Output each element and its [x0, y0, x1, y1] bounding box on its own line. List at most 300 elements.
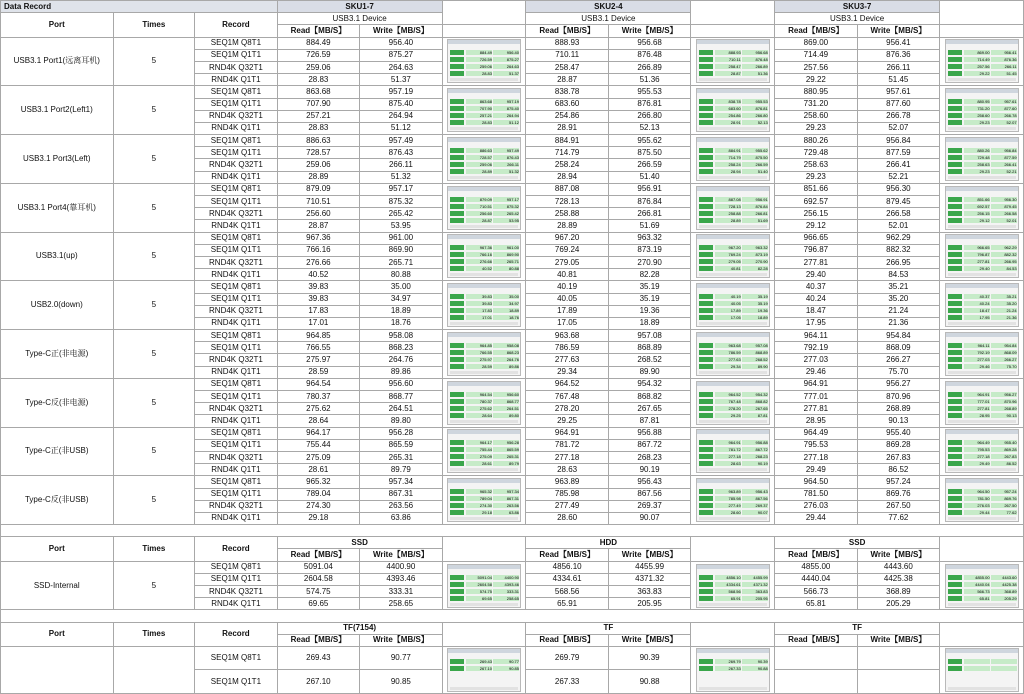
read-value: 276.66	[277, 256, 359, 268]
record-name: SEQ1M Q8T1	[195, 561, 277, 573]
read-value: 258.47	[526, 61, 608, 73]
screenshot-column-blank	[691, 1, 775, 25]
write-value: 52.07	[857, 122, 940, 134]
port-name: USB3.1 Port2(Left1)	[1, 86, 114, 135]
read-value: 967.36	[277, 232, 359, 244]
write-value: 876.84	[608, 196, 691, 208]
write-value: 955.40	[857, 427, 940, 439]
read-value: 766.16	[277, 244, 359, 256]
write-value: 956.40	[360, 37, 443, 49]
read-value	[775, 646, 857, 670]
write-value: 865.59	[360, 439, 443, 451]
record-name: SEQ1M Q1T1	[195, 670, 277, 694]
read-value: 258.88	[526, 208, 608, 220]
write-value: 89.79	[360, 464, 443, 476]
record-name: RND4K Q1T1	[195, 122, 277, 134]
section-gap	[1, 610, 1024, 622]
record-name: SEQ1M Q1T1	[195, 488, 277, 500]
read-value: 692.57	[775, 196, 857, 208]
times-value	[113, 646, 195, 693]
write-value: 264.76	[360, 354, 443, 366]
write-value: 956.27	[857, 378, 940, 390]
result-screenshot-cell	[691, 37, 775, 86]
read-value: 65.81	[775, 598, 857, 610]
crystaldiskmark-screenshot-icon: 967.36 961.00 766.16 869.90 276.66 265.71 40.52 80.88	[447, 234, 521, 278]
port-header: Port	[1, 537, 114, 561]
read-value: 279.05	[526, 256, 608, 268]
write-value: 90.13	[857, 415, 940, 427]
read-value: 40.24	[775, 293, 857, 305]
write-value: 333.31	[360, 586, 443, 598]
screenshot-column-blank	[691, 622, 775, 646]
screenshot-column-blank	[442, 1, 526, 25]
column-group-header: SKU3-7	[775, 1, 940, 13]
record-name: RND4K Q1T1	[195, 220, 277, 232]
screenshot-column-blank	[442, 537, 526, 561]
read-value: 964.17	[277, 427, 359, 439]
record-name: RND4K Q1T1	[195, 171, 277, 183]
read-value: 277.63	[526, 354, 608, 366]
read-value: 964.50	[775, 476, 857, 488]
crystaldiskmark-screenshot-icon: 884.91 955.62 714.79 875.50 258.24 266.59 28.94 51.40	[696, 137, 770, 181]
read-value: 28.91	[526, 122, 608, 134]
read-value: 964.91	[526, 427, 608, 439]
read-value: 4855.00	[775, 561, 857, 573]
port-name: SSD-Internal	[1, 561, 114, 610]
read-value: 880.95	[775, 86, 857, 98]
write-value: 875.27	[360, 49, 443, 61]
read-value: 29.18	[277, 512, 359, 524]
result-screenshot-cell	[442, 281, 526, 330]
record-name: SEQ1M Q8T1	[195, 646, 277, 670]
write-value: 34.97	[360, 293, 443, 305]
read-value: 28.89	[277, 171, 359, 183]
screenshot-header-blank	[442, 25, 526, 37]
record-name: RND4K Q1T1	[195, 512, 277, 524]
read-value: 17.01	[277, 317, 359, 329]
write-value: 868.82	[608, 391, 691, 403]
port-name: USB3.1 Port1(远离耳机)	[1, 37, 114, 86]
write-value: 52.13	[608, 122, 691, 134]
result-screenshot-cell	[940, 281, 1024, 330]
write-value: 869.28	[857, 439, 940, 451]
table-row	[1, 135, 1024, 147]
read-value: 28.89	[526, 220, 608, 232]
read-value: 967.20	[526, 232, 608, 244]
write-value: 266.95	[857, 256, 940, 268]
read-value: 40.19	[526, 281, 608, 293]
read-value: 964.52	[526, 378, 608, 390]
write-value: 266.41	[857, 159, 940, 171]
read-header: Read【MB/S】	[277, 549, 359, 561]
write-value: 266.89	[608, 61, 691, 73]
column-group-header: SKU2-4	[526, 1, 691, 13]
write-value: 35.19	[608, 281, 691, 293]
write-value: 266.11	[857, 61, 940, 73]
screenshot-column-blank	[442, 622, 526, 646]
times-value: 5	[113, 330, 195, 379]
write-header: Write【MB/S】	[857, 634, 940, 646]
read-value: 707.90	[277, 98, 359, 110]
record-name: SEQ1M Q8T1	[195, 232, 277, 244]
read-value: 796.87	[775, 244, 857, 256]
write-value: 868.09	[857, 342, 940, 354]
result-screenshot-cell	[940, 476, 1024, 525]
write-value: 266.81	[608, 208, 691, 220]
read-value: 40.05	[526, 293, 608, 305]
read-value: 780.37	[277, 391, 359, 403]
write-value: 258.65	[360, 598, 443, 610]
read-value: 277.18	[775, 451, 857, 463]
read-value: 28.87	[526, 74, 608, 86]
column-group-header: SSD	[775, 537, 940, 549]
read-value: 274.30	[277, 500, 359, 512]
write-value: 269.37	[608, 500, 691, 512]
record-name: SEQ1M Q1T1	[195, 49, 277, 61]
record-name: RND4K Q32T1	[195, 500, 277, 512]
column-group-header: TF(7154)	[277, 622, 442, 634]
write-value: 956.28	[360, 427, 443, 439]
read-header: Read【MB/S】	[526, 634, 608, 646]
write-value: 266.27	[857, 354, 940, 366]
read-value: 714.79	[526, 147, 608, 159]
read-value: 683.60	[526, 98, 608, 110]
write-value: 4371.32	[608, 573, 691, 585]
write-value: 267.65	[608, 403, 691, 415]
crystaldiskmark-screenshot-icon: 886.63 957.49 728.57 876.43 259.06 266.11 28.89 51.32	[447, 137, 521, 181]
record-name: SEQ1M Q1T1	[195, 391, 277, 403]
record-name: SEQ1M Q8T1	[195, 281, 277, 293]
times-value: 5	[113, 427, 195, 476]
write-value: 90.39	[608, 646, 691, 670]
read-value: 29.25	[526, 415, 608, 427]
write-header: Write【MB/S】	[360, 549, 443, 561]
write-value: 868.77	[360, 391, 443, 403]
write-value: 18.89	[608, 317, 691, 329]
times-header: Times	[113, 13, 195, 37]
crystaldiskmark-screenshot-icon: 4856.10 4455.99 4334.61 4371.32 568.56 363.83 65.91 205.95	[696, 564, 770, 608]
result-screenshot-cell	[940, 561, 1024, 610]
read-value: 277.81	[775, 256, 857, 268]
crystaldiskmark-screenshot-icon: 838.78 955.53 683.60 876.81 254.86 266.80 28.91 52.13	[696, 88, 770, 132]
read-value: 29.44	[775, 512, 857, 524]
times-value: 5	[113, 561, 195, 610]
read-value: 731.20	[775, 98, 857, 110]
table-row	[1, 427, 1024, 439]
write-value: 867.31	[360, 488, 443, 500]
read-value: 785.98	[526, 488, 608, 500]
write-value: 21.36	[857, 317, 940, 329]
read-value: 254.86	[526, 110, 608, 122]
read-value: 777.01	[775, 391, 857, 403]
times-value: 5	[113, 476, 195, 525]
crystaldiskmark-screenshot-icon: 863.68 957.19 707.90 875.40 257.21 264.94 28.83 51.12	[447, 88, 521, 132]
write-value: 82.28	[608, 269, 691, 281]
record-name: RND4K Q32T1	[195, 61, 277, 73]
write-value: 876.48	[608, 49, 691, 61]
read-value: 269.43	[277, 646, 359, 670]
write-value: 957.61	[857, 86, 940, 98]
write-value: 264.94	[360, 110, 443, 122]
result-screenshot-cell	[691, 183, 775, 232]
write-value: 4393.46	[360, 573, 443, 585]
write-value: 80.88	[360, 269, 443, 281]
read-value: 755.44	[277, 439, 359, 451]
column-group-header: TF	[526, 622, 691, 634]
times-value: 5	[113, 232, 195, 281]
read-value: 887.08	[526, 183, 608, 195]
record-name: RND4K Q32T1	[195, 354, 277, 366]
read-value: 795.53	[775, 439, 857, 451]
read-value: 40.52	[277, 269, 359, 281]
device-header: USB3.1 Device	[526, 13, 691, 25]
read-value: 792.19	[775, 342, 857, 354]
read-value: 258.24	[526, 159, 608, 171]
write-value: 879.45	[857, 196, 940, 208]
write-value: 957.08	[608, 330, 691, 342]
sheet-title: Data Record	[1, 1, 278, 13]
record-name: RND4K Q1T1	[195, 269, 277, 281]
result-screenshot-cell	[442, 135, 526, 184]
read-value: 766.55	[277, 342, 359, 354]
read-value: 781.50	[775, 488, 857, 500]
crystaldiskmark-screenshot-icon: 269.43 90.77 267.10 90.85	[447, 648, 521, 692]
write-value: 876.43	[360, 147, 443, 159]
write-value: 961.00	[360, 232, 443, 244]
times-value: 5	[113, 281, 195, 330]
times-value: 5	[113, 135, 195, 184]
crystaldiskmark-screenshot-icon: 879.09 957.17 710.51 875.32 256.60 265.42 28.87 53.95	[447, 186, 521, 230]
write-value: 205.95	[608, 598, 691, 610]
write-value: 957.24	[857, 476, 940, 488]
read-value: 28.59	[277, 366, 359, 378]
read-value: 769.24	[526, 244, 608, 256]
write-value: 957.34	[360, 476, 443, 488]
read-value: 884.91	[526, 135, 608, 147]
read-value: 256.60	[277, 208, 359, 220]
result-screenshot-cell	[940, 427, 1024, 476]
write-value: 956.88	[608, 427, 691, 439]
write-value: 270.90	[608, 256, 691, 268]
column-group-header: HDD	[526, 537, 691, 549]
read-value: 276.03	[775, 500, 857, 512]
read-value: 965.32	[277, 476, 359, 488]
write-value: 875.32	[360, 196, 443, 208]
record-name: SEQ1M Q1T1	[195, 196, 277, 208]
write-value: 869.90	[360, 244, 443, 256]
write-value: 51.12	[360, 122, 443, 134]
read-value: 275.97	[277, 354, 359, 366]
write-value: 18.76	[360, 317, 443, 329]
result-screenshot-cell	[442, 330, 526, 379]
record-name: SEQ1M Q8T1	[195, 378, 277, 390]
write-header: Write【MB/S】	[608, 25, 691, 37]
record-name: SEQ1M Q1T1	[195, 98, 277, 110]
screenshot-column-blank	[940, 537, 1024, 561]
crystaldiskmark-screenshot-icon: 964.91 956.88 781.72 867.72 277.18 268.23 28.63 90.19	[696, 429, 770, 473]
port-name: Type-C反(非电源)	[1, 378, 114, 427]
write-value: 90.07	[608, 512, 691, 524]
write-value: 267.50	[857, 500, 940, 512]
port-header: Port	[1, 622, 114, 646]
write-value: 868.23	[360, 342, 443, 354]
write-value: 4443.60	[857, 561, 940, 573]
record-header: Record	[195, 13, 277, 37]
crystaldiskmark-screenshot-icon: 4855.00 4443.60 4440.04 4425.38 566.73 368.89 65.81 205.29	[945, 564, 1019, 608]
column-group-header: SSD	[277, 537, 442, 549]
result-screenshot-cell	[442, 646, 526, 693]
record-name: RND4K Q1T1	[195, 366, 277, 378]
crystaldiskmark-screenshot-icon: 39.83 35.00 39.83 34.97 17.83 18.89 17.01 18.76	[447, 283, 521, 327]
write-value: 265.71	[360, 256, 443, 268]
times-value: 5	[113, 183, 195, 232]
write-value: 52.01	[857, 220, 940, 232]
read-value: 28.60	[526, 512, 608, 524]
screenshot-header-blank	[691, 25, 775, 37]
table-row	[1, 561, 1024, 573]
write-value: 877.59	[857, 147, 940, 159]
crystaldiskmark-screenshot-icon: 964.11 954.84 792.19 868.09 277.03 266.27 29.46 75.70	[945, 332, 1019, 376]
times-header: Times	[113, 537, 195, 561]
read-value: 888.93	[526, 37, 608, 49]
write-value: 957.49	[360, 135, 443, 147]
result-screenshot-cell	[940, 37, 1024, 86]
read-value: 869.00	[775, 37, 857, 49]
device-header: USB3.1 Device	[775, 13, 940, 25]
write-value: 955.53	[608, 86, 691, 98]
write-value: 956.84	[857, 135, 940, 147]
table-row	[1, 37, 1024, 49]
screenshot-column-blank	[940, 622, 1024, 646]
read-value: 29.22	[775, 74, 857, 86]
record-name: SEQ1M Q8T1	[195, 183, 277, 195]
result-screenshot-cell	[940, 378, 1024, 427]
read-value: 269.79	[526, 646, 608, 670]
write-value: 53.95	[360, 220, 443, 232]
write-value: 35.21	[857, 281, 940, 293]
write-value: 956.91	[608, 183, 691, 195]
write-value: 867.56	[608, 488, 691, 500]
read-value: 710.11	[526, 49, 608, 61]
table-row	[1, 183, 1024, 195]
write-value: 875.50	[608, 147, 691, 159]
read-value: 966.65	[775, 232, 857, 244]
result-screenshot-cell	[442, 427, 526, 476]
read-header: Read【MB/S】	[775, 549, 857, 561]
record-name: SEQ1M Q1T1	[195, 342, 277, 354]
write-value: 869.76	[857, 488, 940, 500]
crystaldiskmark-screenshot-icon: 964.85 958.08 766.55 868.23 275.97 264.76 28.59 89.86	[447, 332, 521, 376]
write-value: 956.30	[857, 183, 940, 195]
read-value: 275.62	[277, 403, 359, 415]
record-name: RND4K Q1T1	[195, 598, 277, 610]
record-name: SEQ1M Q8T1	[195, 427, 277, 439]
write-value: 266.80	[608, 110, 691, 122]
write-value: 51.45	[857, 74, 940, 86]
write-value: 51.36	[608, 74, 691, 86]
write-header: Write【MB/S】	[857, 25, 940, 37]
result-screenshot-cell	[442, 232, 526, 281]
read-value: 886.63	[277, 135, 359, 147]
record-name: SEQ1M Q8T1	[195, 476, 277, 488]
read-value: 29.40	[775, 269, 857, 281]
section-gap	[1, 525, 1024, 537]
read-value	[775, 670, 857, 694]
crystaldiskmark-screenshot-icon: 964.49 955.40 795.53 869.28 277.18 267.83 29.49 86.52	[945, 429, 1019, 473]
write-value: 86.52	[857, 464, 940, 476]
table-row	[1, 476, 1024, 488]
write-value: 962.29	[857, 232, 940, 244]
record-name: SEQ1M Q8T1	[195, 135, 277, 147]
column-group-header: SKU1-7	[277, 1, 442, 13]
read-value: 728.13	[526, 196, 608, 208]
write-value: 268.89	[857, 403, 940, 415]
write-value	[857, 670, 940, 694]
write-value: 90.88	[608, 670, 691, 694]
read-value: 964.11	[775, 330, 857, 342]
write-value: 957.17	[360, 183, 443, 195]
crystaldiskmark-screenshot-icon: 965.32 957.34 789.04 867.31 274.30 263.56 29.18 63.86	[447, 478, 521, 522]
crystaldiskmark-screenshot-icon: 964.17 956.28 755.44 865.59 275.09 265.31 28.61 89.79	[447, 429, 521, 473]
write-header: Write【MB/S】	[857, 549, 940, 561]
result-screenshot-cell	[691, 281, 775, 330]
result-screenshot-cell	[442, 86, 526, 135]
read-value: 28.83	[277, 74, 359, 86]
read-value: 726.59	[277, 49, 359, 61]
write-value: 4455.99	[608, 561, 691, 573]
write-value: 205.29	[857, 598, 940, 610]
crystaldiskmark-screenshot-icon: 880.26 956.84 729.48 877.59 258.63 266.41 29.23 52.21	[945, 137, 1019, 181]
result-screenshot-cell	[691, 646, 775, 693]
record-name: SEQ1M Q8T1	[195, 330, 277, 342]
write-value: 89.80	[360, 415, 443, 427]
read-value: 258.63	[775, 159, 857, 171]
record-header: Record	[195, 537, 277, 561]
record-name: SEQ1M Q1T1	[195, 147, 277, 159]
crystaldiskmark-screenshot-icon	[945, 648, 1019, 692]
write-value: 77.62	[857, 512, 940, 524]
read-value: 40.81	[526, 269, 608, 281]
read-value: 879.09	[277, 183, 359, 195]
read-value: 267.33	[526, 670, 608, 694]
read-value: 28.87	[277, 220, 359, 232]
write-value: 958.08	[360, 330, 443, 342]
screenshot-column-blank	[691, 537, 775, 561]
screenshot-column-blank	[940, 1, 1024, 25]
write-value: 90.19	[608, 464, 691, 476]
write-value: 266.59	[608, 159, 691, 171]
write-value: 51.37	[360, 74, 443, 86]
read-value: 28.94	[526, 171, 608, 183]
times-header: Times	[113, 622, 195, 646]
write-value: 51.69	[608, 220, 691, 232]
crystaldiskmark-screenshot-icon: 967.20 963.32 769.24 873.19 279.05 270.90 40.81 82.28	[696, 234, 770, 278]
read-value: 256.15	[775, 208, 857, 220]
write-value: 51.32	[360, 171, 443, 183]
table-row	[1, 646, 1024, 670]
write-value: 4400.90	[360, 561, 443, 573]
write-value: 266.58	[857, 208, 940, 220]
write-value: 89.90	[608, 366, 691, 378]
read-value: 29.46	[775, 366, 857, 378]
write-value: 35.00	[360, 281, 443, 293]
record-name: SEQ1M Q1T1	[195, 244, 277, 256]
write-value: 51.40	[608, 171, 691, 183]
write-value: 18.89	[360, 305, 443, 317]
read-value: 964.91	[775, 378, 857, 390]
table-row	[1, 281, 1024, 293]
record-name: RND4K Q1T1	[195, 317, 277, 329]
